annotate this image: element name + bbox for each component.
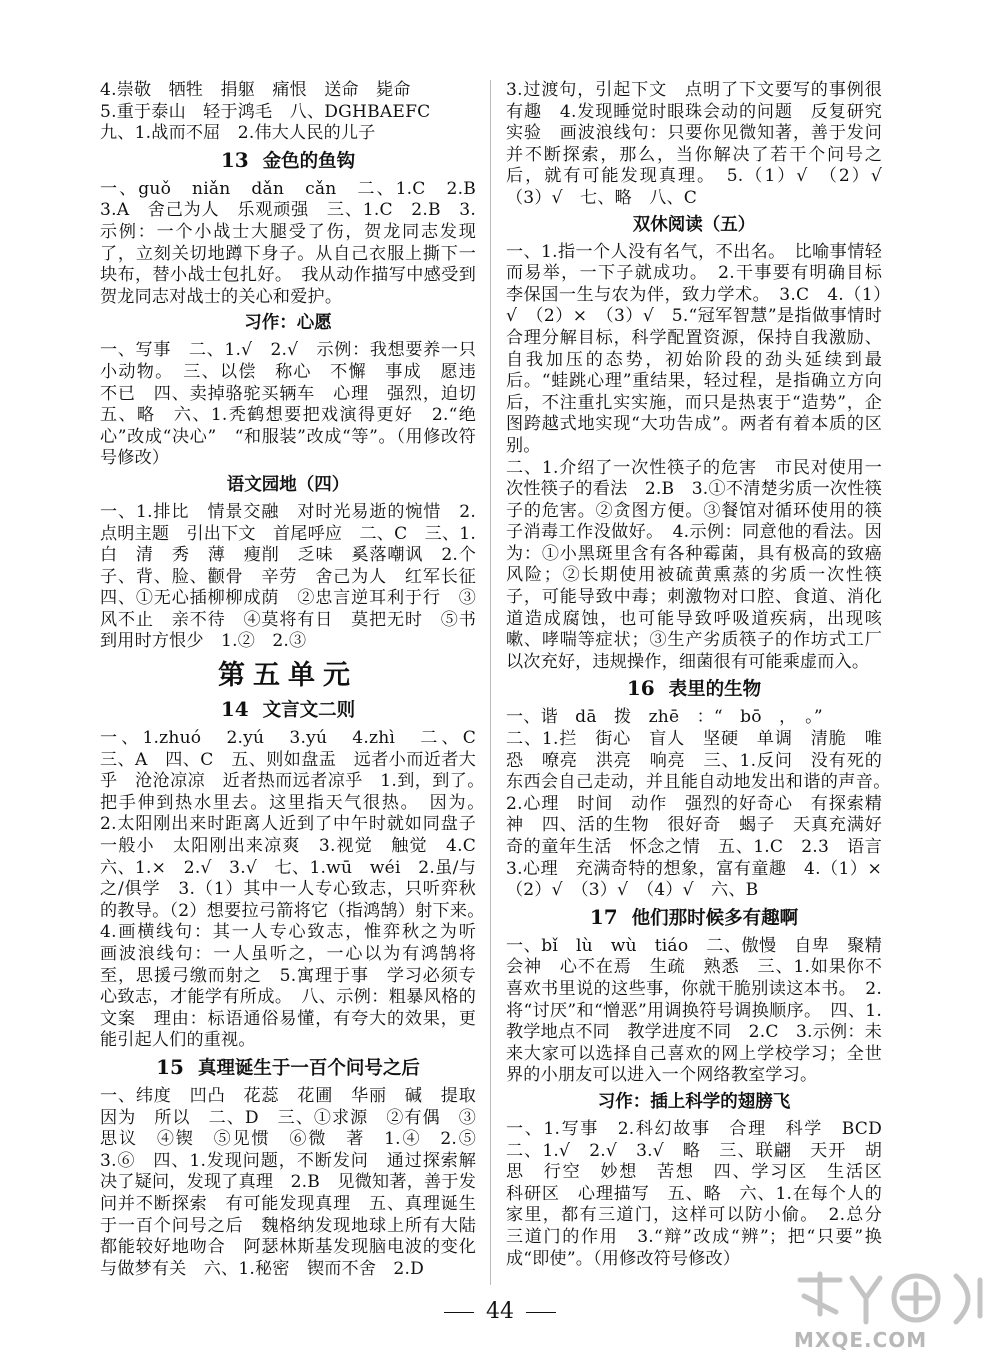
answer-paragraph: 一、guǒ niǎn dǎn cǎn 二、1.C 2.B 3.A 舍己为人 乐观顽强 三、1.C 2.B 3.示例：一个小战士大腿受了伤，贺龙同志发现了，立刻关切地蹲下身子。从自己衣服上撕下一块布，替小战士包扎好。 我从动作描写中感受到贺龙同志对战士的关心和爱护。 [100,178,494,307]
answer-paragraph: 一、1.排比 情景交融 对时光易逝的惋惜 2.点明主题 引出下文 首尾呼应 二、C 三、1.白 清 秀 薄 瘦削 乏味 奚落嘲讽 2.个子、背、脸、颧骨 辛劳 舍己为人 红军长征 四、①无心插柳柳成荫 ②忠言逆耳利于行 ③风不止 亲不待 ④莫将有日 莫把无时 ⑤书到用时方恨少 1.② 2.③ [100,501,494,652]
heading-title: 双休阅读（五） [632,214,756,235]
answer-paragraph: 二、1.介绍了一次性筷子的危害 市民对使用一次性筷子的看法 2.B 3.①不清楚劣质一次性筷子的危害。②贪图方便。③餐馆对循环使用的筷子消毒工作没做好。 4.示例：同意他的看法。因为：①小黑斑里含有各种霉菌，具有极高的致癌风险；②长期使用被硫黄熏蒸的劣质一次性筷子，可能导致中毒；刺激物对口腔、食道、消化道造成腐蚀，也可能导致呼吸道疾病，出现咳嗽、哮喘等症状；③生产劣质筷子的作坊式工厂以次充好，违规操作，细菌很有可能乘虚而入。 [506,457,882,672]
heading-title: 表里的生物 [668,679,762,701]
heading-title: 他们那时候多有趣啊 [631,907,799,929]
heading-title: 真理诞生于一百个问号之后 [197,1057,420,1079]
lesson-number: 17 [589,904,618,929]
unit-heading: 第五单元 [218,660,358,692]
answer-paragraph: 一、纬度 凹凸 花蕊 花圃 华丽 碱 提取 因为 所以 二、D 三、①求源 ②有偶 ③思议 ④锲 ⑤见惯 ⑥微 著 1.④ 2.⑤ 3.⑥ 四、1.发现问题，不断发问 通过探索解决了疑问，发现了真理 2.B 见微知著，善于发问并不断探索 有可能发现真理 五、真理诞生于一百个问号之后 魏格纳发现地球上所有大陆都能较好地吻合 阿瑟林斯基发现脑电波的变化与做梦有关 六、1.秘密 锲而不舍 2.D [100,1085,494,1279]
answer-paragraph: 一、1.zhuó 2.yú 3.yú 4.zhì 二、C 三、A 四、C 五、则如盘盂 远者小而近者大乎 沧沧凉凉 近者热而远者凉乎 1.到，到了。 把手伸到热水里去。这里指天气很热。 因为。 2.太阳刚出来时距离人近到了中午时就如同盘子一般小 太阳刚出来凉爽 3.视觉 触觉 4.C 六、1.× 2.√ 3.√ 七、1.wū wéi 2.虽/与之/俱学 3.（1）其中一人专心致志，只听弈秋的教导。（2）想要拉弓箭将它（指鸿鹄）射下来。 4.画横线句：其一人专心致志，惟弈秋之为听 画波浪线句：一人虽听之，一心以为有鸿鹄将至，思援弓缴而射之 5.寓理于事 学习必须专心致志，才能学有所成。 八、示例：粗暴风格的文案 理由：标语通俗易懂，有夸大的效果，更能引起人们的重视。 [100,728,494,1051]
answer-paragraph: 一、写事 二、1.√ 2.√ 示例：我想要养一只小动物。 三、以偿 称心 不懈 事成 愿违 不已 四、卖掉骆驼买辆车 心理 强烈，迫切 五、略 六、1.秃鹤想要把戏演得更好 2.“绝心”改成“决心” “和服装”改成“等”。（用修改符号修改） [100,340,494,469]
heading-title: 语文园地（四） [226,474,350,495]
answer-paragraph: 5.重于泰山 轻于鸿毛 八、DGHBAEFC [100,101,431,122]
answer-paragraph: 一、bǐ lù wù tiáo 二、傲慢 自卑 聚精会神 心不在焉 生疏 熟悉 三、1.如果你不喜欢书里说的这些事，你就干脆别读这本书。 2.将“讨厌”和“憎恶”用调换符号调换顺序。 四、1.教学地点不同 教学进度不同 2.C 3.示例：未来大家可以选择自己喜欢的网上学校学习；全世界的小朋友可以进入一个网络教室学习。 [506,935,882,1086]
watermark-site-text: MXQE.COM [794,1328,928,1352]
lesson-heading [100,697,476,723]
answer-paragraph: 一、1.指一个人没有名气，不出名。 比喻事情轻而易举，一下子就成功。 2.干事要有明确目标 李保国一生与农为伴，致力学术。 3.C 4.（1）√ （2）× （3）√ 5.“冠军智慧”是指做事情时合理分解目标，科学配置资源，保持自我激励、自我加压的态势，初始阶段的劲头延续到最后。“蛙跳心理”重结果，轻过程，是指确立方向后，不注重扎实实施，而只是热衷于“造势”，企图跨越式地实现“大功告成”。两者有着本质的区别。 [506,241,900,456]
page-number-dash-right [526,1312,556,1313]
right-column [506,80,900,1270]
watermark-logo-icon [790,1266,995,1330]
lesson-number: 14 [220,697,249,722]
answer-paragraph: 九、1.战而不屈 2.伟大人民的儿子 [100,123,376,144]
lesson-heading [506,676,882,702]
heading-title: 文言文二则 [262,700,356,722]
lesson-number: 13 [220,147,249,172]
answer-paragraph: 二、1.拦 街心 盲人 坚硬 单调 清脆 唯恐 嘹亮 洪亮 响亮 三、1.反问 没有死的东西会自己走动，并且能自动地发出和谐的声音。 2.心理 时间 动作 强烈的好奇心 有探索精神 四、活的生物 很好奇 蝎子 天真充满好奇的童年生活 怀念之情 五、1.C 2.3 语言 3.心理 充满奇特的想象，富有童趣 4.（1）× （2）√ （3）√ （4）√ 六、B [506,729,900,901]
heading-title: 金色的鱼钩 [262,150,356,172]
page-number-value: 44 [486,1299,514,1324]
lesson-heading [100,148,476,174]
lesson-number: 16 [626,676,655,701]
section-heading [100,311,476,335]
left-column [100,80,494,1280]
heading-title: 习作：插上科学的翅膀飞 [597,1091,791,1112]
page-number [430,1297,570,1327]
lesson-number: 15 [156,1054,184,1079]
lesson-heading [506,905,882,931]
lesson-heading [100,1055,476,1081]
section-heading [506,1090,882,1114]
section-heading [100,473,476,497]
answer-paragraph: 4.崇敬 牺牲 捐躯 痛恨 送命 毙命 [100,80,411,100]
section-heading [506,213,882,237]
answer-paragraph: 一、1.写事 2.科幻故事 合理 科学 BCD 二、1.√ 2.√ 3.√ 略 三、联翩 天开 胡思 行空 妙想 苦想 四、学习区 生活区 科研区 心理描写 五、略 六、1.在每个人的家里，都有三道门，这样可以防小偷。 2.总分 三道门的作用 3.“辩”改成“辨”；把“只要”换成“即使”。（用修改符号修改） [506,1118,900,1269]
column-divider [490,80,491,1285]
site-watermark [790,1266,995,1354]
answer-paragraph: 3.过渡句，引起下文 点明了下文要写的事例很有趣 4.发现睡觉时眼珠会动的问题 反复研究实验 画波浪线句：只要你见微知著，善于发问并不断探索，那么，当你解决了若干个问号之后，就有可能发现真理。 5.（1）√ （2）√ （3）√ 七、略 八、C [506,80,900,208]
answer-paragraph: 一、谐 dā 拨 zhē ：“ bō ， 。” [506,707,823,728]
page-number-dash-left [444,1312,474,1313]
heading-title: 习作：心愿 [244,313,332,334]
